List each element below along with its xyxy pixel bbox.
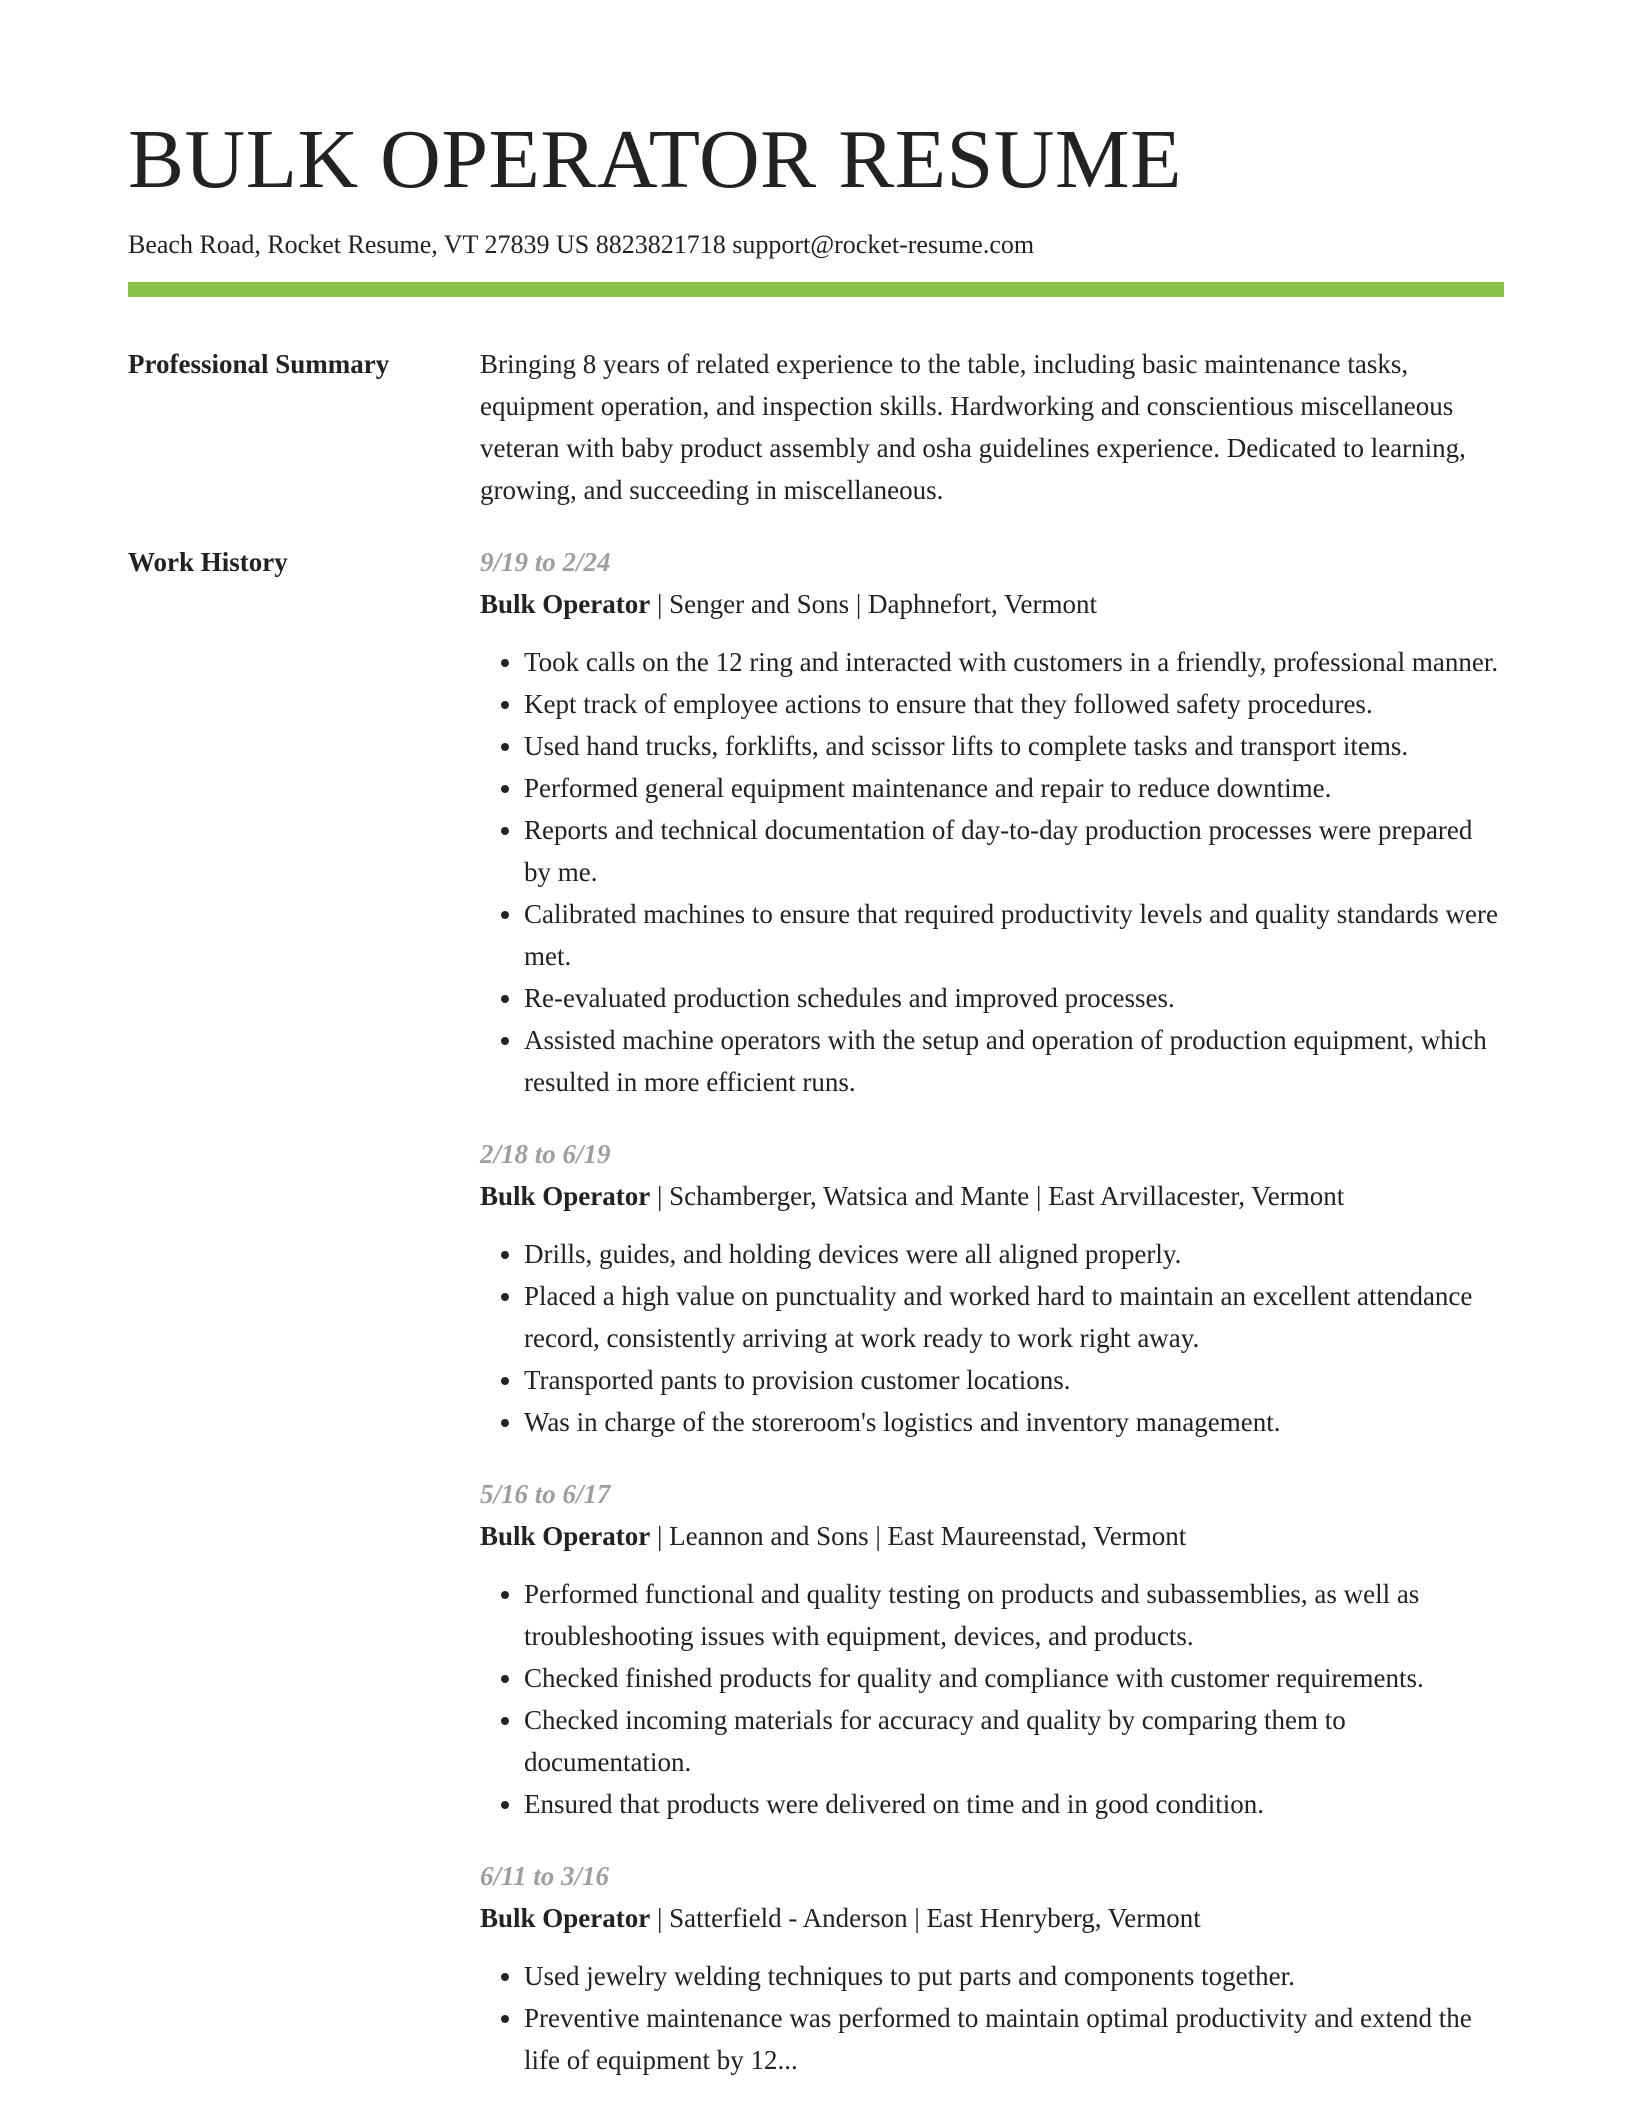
accent-divider bbox=[128, 282, 1504, 297]
job-title: Bulk Operator bbox=[480, 1902, 651, 1933]
job-bullet: • Ensured that products were delivered on time and in good condition. bbox=[524, 1783, 1504, 1825]
job-title-line bbox=[480, 1515, 1504, 1557]
job-title: Bulk Operator bbox=[480, 588, 651, 619]
job-bullet: • Checked incoming materials for accuracy and quality by comparing them to documentation. bbox=[524, 1699, 1504, 1783]
professional-summary-section bbox=[128, 343, 1504, 511]
job-dates: 6/11 to 3/16 bbox=[480, 1860, 610, 1891]
job-entry bbox=[480, 1855, 1504, 2081]
job-details: | Schamberger, Watsica and Mante | East Arvillacester, Vermont bbox=[650, 1180, 1345, 1211]
job-dates: 9/19 to 2/24 bbox=[480, 546, 611, 577]
job-entry bbox=[480, 1473, 1504, 1825]
job-entry bbox=[480, 541, 1504, 1103]
job-bullets bbox=[480, 641, 1504, 1103]
resume-title: BULK OPERATOR RESUME bbox=[128, 113, 1182, 206]
job-title: Bulk Operator bbox=[480, 1180, 651, 1211]
job-bullet: • Used jewelry welding techniques to put parts and components together. bbox=[524, 1955, 1504, 1997]
job-entry bbox=[480, 1133, 1504, 1443]
job-details: | Satterfield - Anderson | East Henryberg, Vermont bbox=[650, 1902, 1201, 1933]
job-dates: 5/16 to 6/17 bbox=[480, 1478, 611, 1509]
job-dates: 2/18 to 6/19 bbox=[480, 1138, 611, 1169]
job-bullet: • Reports and technical documentation of day-to-day production processes were prepared by me. bbox=[524, 809, 1504, 893]
job-bullet: • Transported pants to provision customer locations. bbox=[524, 1359, 1504, 1401]
summary-text: Bringing 8 years of related experience to the table, including basic maintenance tasks, equipment operation, and inspection skills. Hardworking and conscientious miscellaneous veteran with baby product assembly and osha guidelines experience. Dedicated to learning, growing, and succeeding in miscellaneous. bbox=[480, 348, 1466, 505]
job-bullet: • Used hand trucks, forklifts, and scissor lifts to complete tasks and transport items. bbox=[524, 725, 1504, 767]
job-bullet: • Drills, guides, and holding devices were all aligned properly. bbox=[524, 1233, 1504, 1275]
job-bullet: • Preventive maintenance was performed to maintain optimal productivity and extend the life of equipment by 12... bbox=[524, 1997, 1504, 2081]
job-bullets bbox=[480, 1233, 1504, 1443]
job-title: Bulk Operator bbox=[480, 1520, 651, 1551]
job-bullet: • Checked finished products for quality and compliance with customer requirements. bbox=[524, 1657, 1504, 1699]
work-history-list bbox=[480, 541, 1504, 2111]
job-bullets bbox=[480, 1955, 1504, 2081]
contact-info: Beach Road, Rocket Resume, VT 27839 US 8823821718 support@rocket-resume.com bbox=[128, 230, 1035, 259]
section-label-summary: Professional Summary bbox=[128, 348, 390, 379]
job-bullet: • Assisted machine operators with the setup and operation of production equipment, which resulted in more efficient runs. bbox=[524, 1019, 1504, 1103]
job-bullet: • Re-evaluated production schedules and improved processes. bbox=[524, 977, 1504, 1019]
job-details: | Senger and Sons | Daphnefort, Vermont bbox=[650, 588, 1098, 619]
section-label-work-history: Work History bbox=[128, 546, 288, 577]
job-bullet: • Placed a high value on punctuality and worked hard to maintain an excellent attendance record, consistently arriving at work ready to work right away. bbox=[524, 1275, 1504, 1359]
job-bullets bbox=[480, 1573, 1504, 1825]
job-bullet: • Was in charge of the storeroom's logistics and inventory management. bbox=[524, 1401, 1504, 1443]
work-history-section bbox=[128, 541, 1504, 2111]
job-bullet: • Took calls on the 12 ring and interacted with customers in a friendly, professional manner. bbox=[524, 641, 1504, 683]
job-bullet: • Kept track of employee actions to ensure that they followed safety procedures. bbox=[524, 683, 1504, 725]
job-bullet: • Performed general equipment maintenance and repair to reduce downtime. bbox=[524, 767, 1504, 809]
job-details: | Leannon and Sons | East Maureenstad, Vermont bbox=[650, 1520, 1187, 1551]
job-bullet: • Calibrated machines to ensure that required productivity levels and quality standards were met. bbox=[524, 893, 1504, 977]
job-title-line bbox=[480, 1897, 1504, 1939]
job-title-line bbox=[480, 1175, 1504, 1217]
job-title-line bbox=[480, 583, 1504, 625]
job-bullet: • Performed functional and quality testing on products and subassemblies, as well as troubleshooting issues with equipment, devices, and products. bbox=[524, 1573, 1504, 1657]
